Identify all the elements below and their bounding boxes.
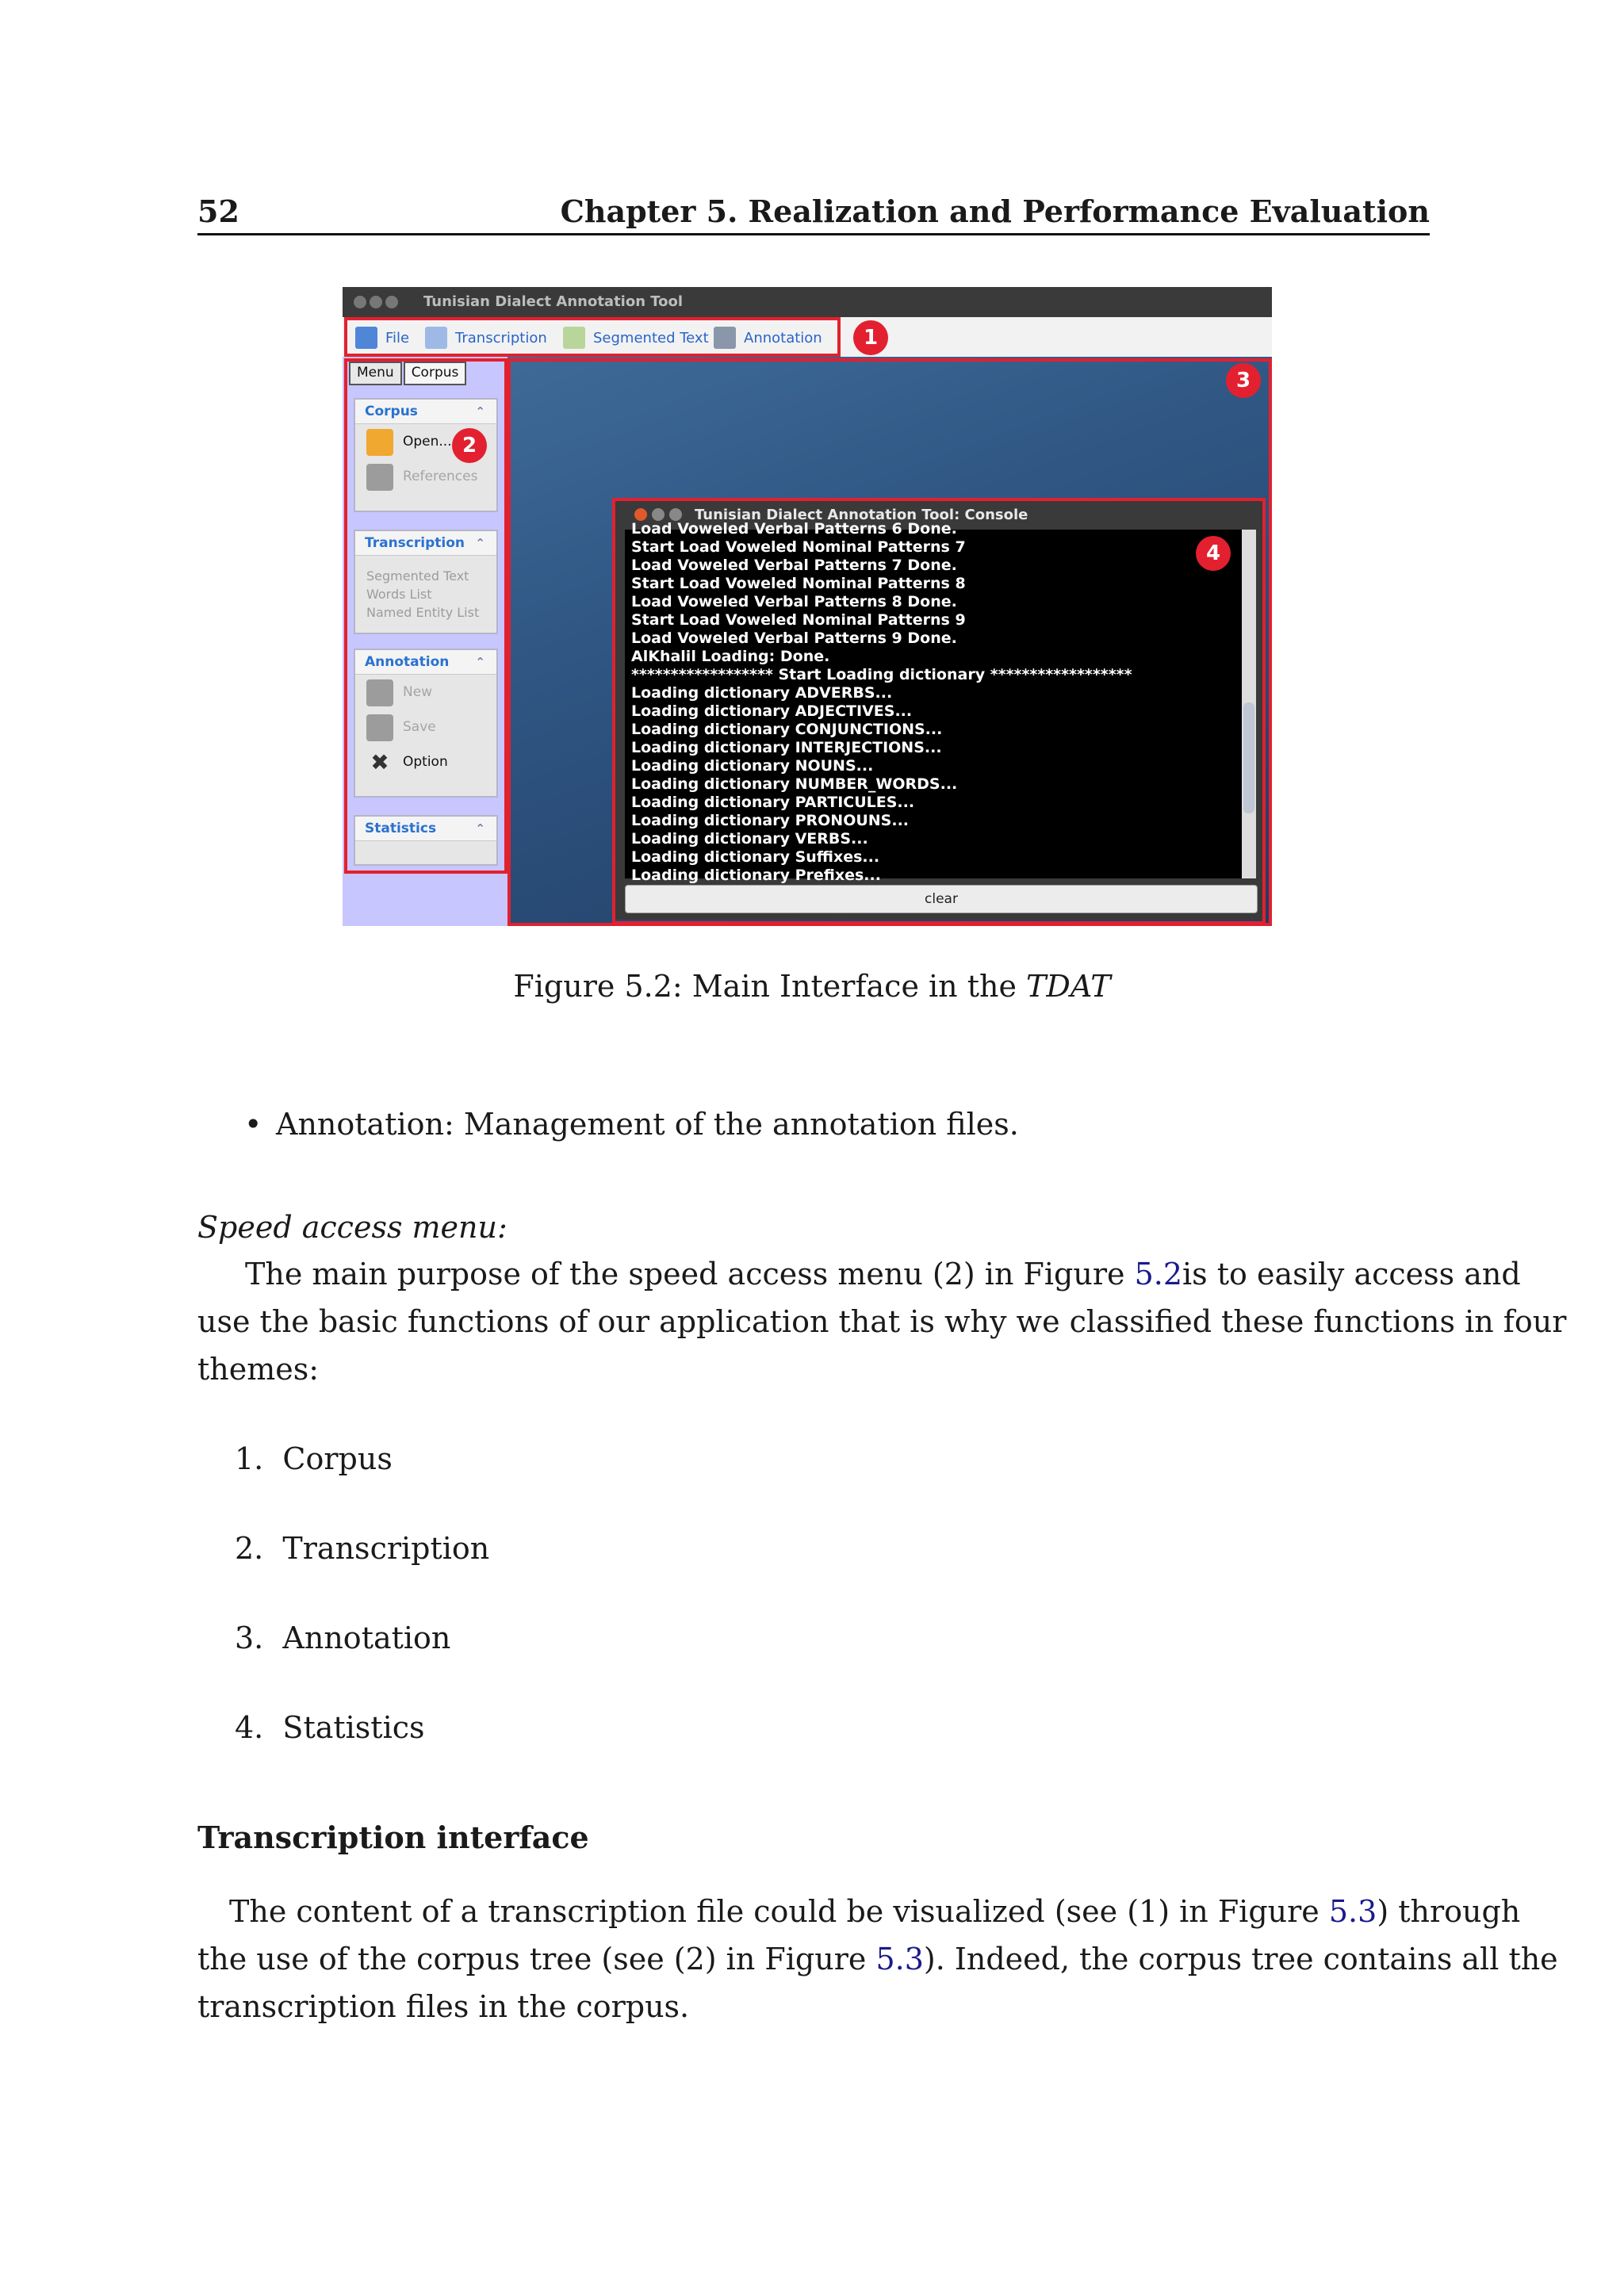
figure-ref[interactable]: 5.3 [1328, 1894, 1377, 1929]
tab-menu[interactable]: Menu [349, 362, 402, 385]
new-item[interactable]: New [355, 675, 496, 710]
console-line: ****************** Start Loading dictionary ****************** [631, 666, 1132, 683]
badge-2: 2 [452, 428, 487, 463]
transcription-paragraph: The content of a transcription file could be visualized (see (1) in Figure 5.3) through the use of the corpus tree (see (2) in Figure 5.3). Indeed, the corpus tree contains all the transcription files in the corpus. [197, 1894, 1558, 2024]
theme-item: 1. Corpus [235, 1441, 393, 1476]
theme-item: 2. Transcription [235, 1531, 490, 1566]
section-heading: Transcription interface [197, 1820, 589, 1855]
console-line: Loading dictionary ADJECTIVES... [631, 702, 913, 720]
words-list-item[interactable]: Words List [366, 587, 432, 602]
console-title: Tunisian Dialect Annotation Tool: Console [695, 507, 1028, 523]
console-line: Load Voweled Verbal Patterns 8 Done. [631, 593, 957, 610]
console-line: AlKhalil Loading: Done. [631, 648, 830, 665]
collapse-icon[interactable]: ⌃ [475, 821, 485, 836]
menu-annotation[interactable]: Annotation [714, 327, 822, 349]
figure-caption: Figure 5.2: Main Interface in the TDAT [513, 969, 1111, 1004]
bullet-icon: • [244, 1107, 262, 1142]
console-line: Loading dictionary NUMBER_WORDS... [631, 775, 958, 793]
clear-button[interactable]: clear [625, 885, 1258, 913]
console-line: Start Load Voweled Nominal Patterns 9 [631, 611, 966, 629]
badge-3: 3 [1226, 363, 1261, 398]
minimize-window-icon[interactable] [370, 296, 382, 308]
group-header-statistics[interactable]: Statistics ⌃ [355, 817, 496, 841]
close-window-icon[interactable] [354, 296, 366, 308]
console-line: Loading dictionary PARTICULES... [631, 794, 915, 811]
group-header-transcription[interactable]: Transcription ⌃ [355, 531, 496, 556]
chapter-title: Chapter 5. Realization and Performance Evaluation [560, 193, 1430, 229]
tools-icon: ✖ [370, 749, 389, 775]
console-line: Loading dictionary ADVERBS... [631, 684, 893, 702]
caption-emphasis: TDAT [1026, 969, 1111, 1004]
collapse-icon[interactable]: ⌃ [475, 655, 485, 669]
highlight-box-4 [612, 498, 1266, 924]
speed-access-paragraph: The main purpose of the speed access menu (2) in Figure 5.2 is to easily access and use the basic functions of our application that is why we classified these functions in four themes: [197, 1257, 1567, 1387]
references-item[interactable]: References [355, 459, 496, 494]
open-item[interactable]: Open... [355, 424, 496, 459]
highlight-box-1 [344, 317, 841, 357]
badge-4: 4 [1196, 536, 1231, 571]
figure-ref[interactable]: 5.2 [1134, 1257, 1182, 1292]
menu-file[interactable]: File [355, 327, 409, 349]
menu-transcription[interactable]: Transcription [425, 327, 547, 349]
console-line: Loading dictionary Suffixes... [631, 848, 880, 866]
console-line: Load Voweled Verbal Patterns 7 Done. [631, 557, 957, 574]
console-line: Loading dictionary VERBS... [631, 830, 868, 848]
menu-segmented-text[interactable]: Segmented Text [563, 327, 709, 349]
console-line: Loading dictionary Prefixes... [631, 867, 881, 884]
figure-screenshot [343, 287, 1272, 926]
console-line: Loading dictionary PRONOUNS... [631, 812, 910, 829]
named-entity-list-item[interactable]: Named Entity List [366, 605, 480, 620]
theme-item: 4. Statistics [235, 1710, 425, 1745]
console-line: Loading dictionary NOUNS... [631, 757, 874, 775]
tab-corpus[interactable]: Corpus [404, 362, 467, 385]
collapse-icon[interactable]: ⌃ [475, 404, 485, 419]
window-titlebar [343, 287, 1272, 317]
console-line: Loading dictionary CONJUNCTIONS... [631, 721, 943, 738]
console-line: Start Load Voweled Nominal Patterns 7 [631, 538, 966, 556]
page-number: 52 [197, 193, 239, 229]
theme-item: 3. Annotation [235, 1621, 451, 1655]
figure-ref[interactable]: 5.3 [875, 1942, 924, 1976]
running-header [197, 190, 1430, 235]
console-line: Load Voweled Verbal Patterns 6 Done. [631, 520, 957, 538]
maximize-window-icon[interactable] [385, 296, 398, 308]
console-line: Start Load Voweled Nominal Patterns 8 [631, 575, 966, 592]
paragraph-title: Speed access menu: [197, 1210, 508, 1245]
option-item[interactable]: ✖ Option [355, 744, 496, 779]
segmented-text-item[interactable]: Segmented Text [366, 568, 469, 584]
console-line: Load Voweled Verbal Patterns 9 Done. [631, 629, 957, 647]
group-header-corpus[interactable]: Corpus ⌃ [355, 400, 496, 424]
window-title: Tunisian Dialect Annotation Tool [423, 293, 684, 310]
console-line: Loading dictionary INTERJECTIONS... [631, 739, 942, 756]
save-item[interactable]: Save [355, 710, 496, 744]
collapse-icon[interactable]: ⌃ [475, 536, 485, 550]
badge-1: 1 [853, 320, 888, 355]
group-header-annotation[interactable]: Annotation ⌃ [355, 650, 496, 675]
